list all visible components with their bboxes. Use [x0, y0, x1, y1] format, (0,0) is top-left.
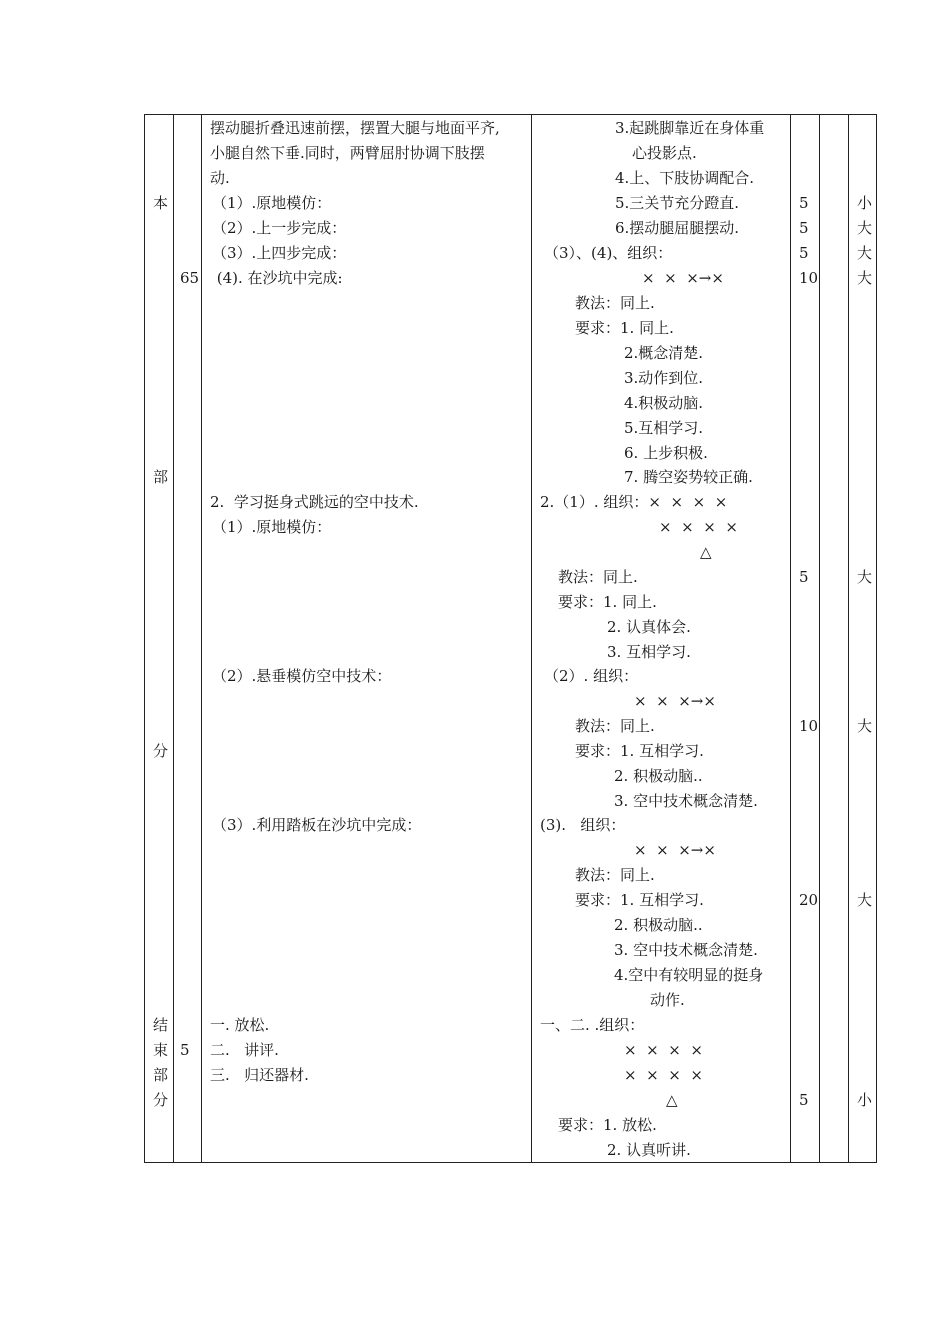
- content-line: 动.: [210, 169, 230, 187]
- method-line: 2.概念清楚.: [624, 344, 704, 362]
- method-line: 7. 腾空姿势较正确.: [624, 468, 753, 486]
- load-value: 大: [857, 891, 873, 909]
- method-line: 要求：1. 同上.: [558, 593, 657, 611]
- teacher-triangle: △: [666, 1091, 678, 1109]
- method-line: 5.互相学习.: [624, 419, 704, 437]
- load-value: 大: [857, 568, 873, 586]
- formation-line: × × × ×: [624, 1041, 703, 1059]
- method-line: 3.动作到位.: [624, 369, 704, 387]
- time-value: 5: [799, 568, 809, 586]
- column-divider: [201, 115, 202, 1162]
- content-line: （1）.原地模仿：: [212, 194, 332, 212]
- method-line: 教法：同上.: [558, 568, 638, 586]
- section-label-char: 部: [153, 1066, 169, 1084]
- method-line: 3. 空中技术概念清楚.: [614, 792, 758, 810]
- content-line: 摆动腿折叠迅速前摆，摆置大腿与地面平齐,: [210, 119, 500, 137]
- time-value: 10: [799, 269, 819, 287]
- section-label-char: 分: [153, 1091, 169, 1109]
- method-line: 4.空中有较明显的挺身: [614, 966, 764, 984]
- content-line: 三. 归还器材.: [210, 1066, 309, 1084]
- method-line: 3. 互相学习.: [607, 643, 691, 661]
- formation-line: × × ×→×: [634, 692, 716, 710]
- content-line: （2）.悬垂模仿空中技术：: [212, 667, 392, 685]
- load-value: 小: [857, 194, 873, 212]
- method-line: 6.摆动腿屈腿摆动.: [615, 219, 740, 237]
- method-line: （2）. 组织：: [544, 667, 639, 685]
- method-line: (3). 组织：: [540, 816, 626, 834]
- method-line: 教法：同上.: [575, 294, 655, 312]
- load-value: 大: [857, 244, 873, 262]
- method-line: 6. 上步积极.: [624, 444, 708, 462]
- method-line: 3. 空中技术概念清楚.: [614, 941, 758, 959]
- method-line: 3.起跳脚靠近在身体重: [615, 119, 765, 137]
- content-line: 一. 放松.: [210, 1016, 270, 1034]
- load-value: 小: [857, 1091, 873, 1109]
- method-line: （3）、(4)、组织：: [544, 244, 673, 262]
- column-divider: [819, 115, 820, 1162]
- content-line: 二. 讲评.: [210, 1041, 279, 1059]
- content-line: （1）.原地模仿：: [212, 518, 332, 536]
- method-line: 要求：1. 放松.: [558, 1116, 657, 1134]
- formation-line: × × × ×: [659, 518, 738, 536]
- method-line: 教法：同上.: [575, 717, 655, 735]
- method-line: 要求：1. 互相学习.: [575, 742, 704, 760]
- method-line: 心投影点.: [632, 144, 697, 162]
- load-value: 大: [857, 717, 873, 735]
- method-line: 2. 积极动脑..: [614, 767, 703, 785]
- duration-value: 5: [180, 1041, 190, 1059]
- content-line: (4). 在沙坑中完成:: [212, 269, 343, 287]
- formation-line: × × ×→×: [642, 269, 724, 287]
- content-line: （3）.利用踏板在沙坑中完成：: [212, 816, 422, 834]
- method-line: 2. 积极动脑..: [614, 916, 703, 934]
- method-line: 要求：1. 同上.: [575, 319, 674, 337]
- load-value: 大: [857, 219, 873, 237]
- section-label-char: 本: [153, 194, 169, 212]
- method-line: 2. 认真体会.: [607, 618, 691, 636]
- column-divider: [790, 115, 791, 1162]
- section-label-char: 结: [153, 1016, 169, 1034]
- content-line: 2. 学习挺身式跳远的空中技术.: [210, 493, 419, 511]
- section-label-char: 束: [153, 1041, 169, 1059]
- column-divider: [173, 115, 174, 1162]
- duration-value: 65: [180, 269, 200, 287]
- content-line: （2）.上一步完成：: [212, 219, 347, 237]
- time-value: 10: [799, 717, 819, 735]
- formation-line: × × ×→×: [634, 841, 716, 859]
- method-line: 教法：同上.: [575, 866, 655, 884]
- formation-line: × × × ×: [624, 1066, 703, 1084]
- method-line: 4.上、下肢协调配合.: [615, 169, 755, 187]
- method-line: 2. 认真听讲.: [607, 1141, 691, 1159]
- time-value: 20: [799, 891, 819, 909]
- load-value: 大: [857, 269, 873, 287]
- time-value: 5: [799, 244, 809, 262]
- time-value: 5: [799, 219, 809, 237]
- method-line: 一、二. .组织：: [540, 1016, 645, 1034]
- column-divider: [531, 115, 532, 1162]
- method-line: 动作.: [650, 991, 685, 1009]
- time-value: 5: [799, 194, 809, 212]
- method-line: 4.积极动脑.: [624, 394, 704, 412]
- content-line: （3）.上四步完成：: [212, 244, 347, 262]
- method-line: 要求：1. 互相学习.: [575, 891, 704, 909]
- section-label-char: 分: [153, 742, 169, 760]
- method-line: 2.（1）. 组织：× × × ×: [540, 493, 728, 511]
- column-divider: [848, 115, 849, 1162]
- time-value: 5: [799, 1091, 809, 1109]
- method-line: 5.三关节充分蹬直.: [615, 194, 740, 212]
- content-line: 小腿自然下垂.同时，两臂屈肘协调下肢摆: [210, 144, 485, 162]
- section-label-char: 部: [153, 468, 169, 486]
- teacher-triangle: △: [700, 543, 712, 561]
